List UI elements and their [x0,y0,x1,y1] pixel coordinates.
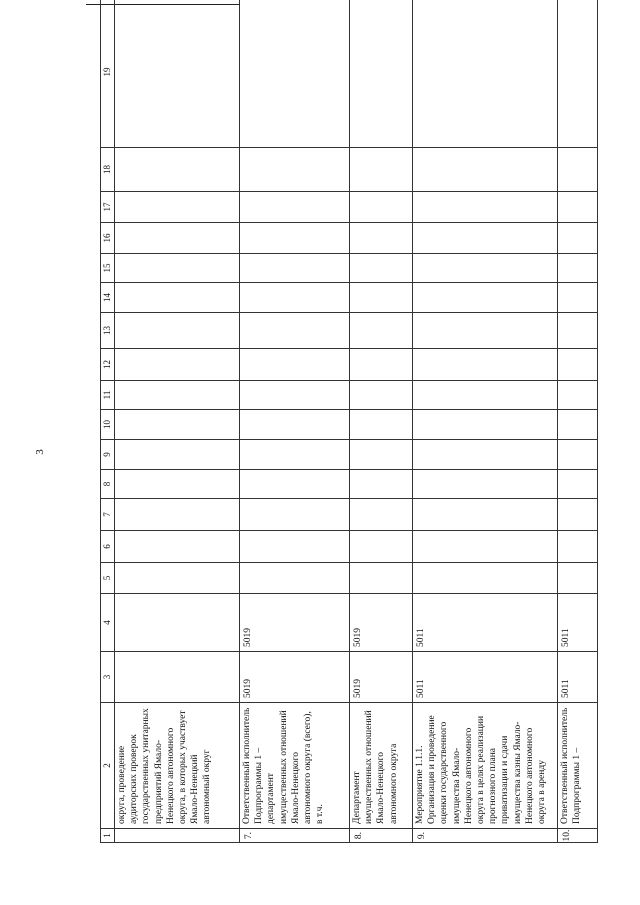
empty-cell [413,410,558,440]
empty-cell [240,563,350,594]
col-header-15: 15 [101,254,115,283]
row-code-col3 [115,652,240,703]
header-row [101,0,115,843]
rotated-page [100,37,638,843]
row-code-col4 [115,594,240,652]
col-header-17: 17 [101,192,115,223]
empty-cell [240,192,350,223]
empty-cell [350,0,413,148]
empty-cell [350,440,413,470]
row-code-col4: 5019 [240,594,350,652]
empty-cell [115,470,240,499]
empty-cell [115,192,240,223]
empty-cell [240,283,350,313]
row-name: Мероприятие 1.1.1. Организация и проведение оценки государственного имущества Ямало-Ненецкого автономного округа в целях реализации прогнозного плана приватизации и сдачи имущества казны Ямало-Ненецкого автономного округа в аренду [413,703,558,829]
col-header-8: 8 [101,470,115,499]
empty-cell [350,313,413,349]
empty-cell [558,440,598,470]
data-table [100,0,598,843]
empty-cell [413,470,558,499]
empty-cell [558,313,598,349]
empty-cell [115,563,240,594]
empty-cell [115,531,240,563]
empty-cell [558,563,598,594]
empty-cell [413,283,558,313]
empty-cell [115,499,240,531]
row-code-col3: 5019 [240,652,350,703]
col-header-7: 7 [101,499,115,531]
empty-cell [240,223,350,254]
empty-cell [240,499,350,531]
empty-cell [350,531,413,563]
empty-cell [558,531,598,563]
empty-cell [413,148,558,192]
empty-cell [558,381,598,410]
empty-cell [240,313,350,349]
row-name: Ответственный исполнитель Подпрограммы 1 – [558,703,598,829]
empty-cell [350,470,413,499]
empty-cell [413,440,558,470]
empty-cell [115,254,240,283]
row-code-col3: 5019 [350,652,413,703]
empty-cell [115,0,240,148]
empty-cell [115,148,240,192]
empty-cell [413,0,558,148]
col-header-3: 3 [101,652,115,703]
empty-cell [558,148,598,192]
col-header-16: 16 [101,223,115,254]
empty-cell [350,223,413,254]
col-header-5: 5 [101,563,115,594]
col-header-1: 1 [101,829,115,843]
empty-cell [413,349,558,381]
col-header-9: 9 [101,440,115,470]
empty-cell [240,531,350,563]
empty-cell [558,283,598,313]
empty-cell [240,470,350,499]
empty-cell [558,192,598,223]
empty-cell [413,223,558,254]
empty-cell [240,349,350,381]
empty-cell [240,410,350,440]
empty-cell [350,499,413,531]
empty-cell [350,381,413,410]
row-code-col3: 5011 [558,652,598,703]
empty-cell [558,349,598,381]
row-code-col3: 5011 [413,652,558,703]
empty-cell [350,192,413,223]
empty-cell [413,531,558,563]
table-row [240,0,350,843]
empty-cell [350,283,413,313]
row-number: 9. [413,829,558,843]
row-name: Ответственный исполнитель Подпрограммы 1 – департамент имущественных отношений Ямало-Ненецкого автономного округа (всего), в т.ч. [240,703,350,829]
empty-cell [558,470,598,499]
empty-cell [115,349,240,381]
col-header-6: 6 [101,531,115,563]
empty-cell [558,223,598,254]
empty-cell [413,563,558,594]
table-row [115,0,240,843]
empty-cell [350,410,413,440]
col-header-14: 14 [101,283,115,313]
col-header-18: 18 [101,148,115,192]
empty-cell [350,254,413,283]
row-number: 8. [350,829,413,843]
col-header-4: 4 [101,594,115,652]
table-row [558,0,598,843]
col-header-10: 10 [101,410,115,440]
empty-cell [413,254,558,283]
empty-cell [558,0,598,148]
row-name: Департамент имущественных отношений Ямало-Ненецкого автономного округа [350,703,413,829]
row-number: 7. [240,829,350,843]
row-code-col4: 5019 [350,594,413,652]
col-header-2: 2 [101,703,115,829]
empty-cell [350,349,413,381]
empty-cell [350,563,413,594]
empty-cell [558,254,598,283]
col-header-12: 12 [101,349,115,381]
table-row [413,0,558,843]
empty-cell [115,283,240,313]
row-number: 10. [558,829,598,843]
empty-cell [558,499,598,531]
empty-cell [115,381,240,410]
empty-cell [413,192,558,223]
empty-cell [558,410,598,440]
empty-cell [350,148,413,192]
row-code-col4: 5011 [558,594,598,652]
empty-cell [413,381,558,410]
empty-cell [115,313,240,349]
row-name: округа, проведение аудиторских проверок государственных унитарных предприятий Ямало-Ненецкого автономного округа, в которых участвует Ямало-Ненецкий автономный округ [115,703,240,829]
table-row [350,0,413,843]
empty-cell [240,148,350,192]
page-number: 3 [34,449,46,455]
empty-cell [240,254,350,283]
col-header-19: 19 [101,0,115,148]
empty-cell [115,223,240,254]
row-code-col4: 5011 [413,594,558,652]
col-header-13: 13 [101,313,115,349]
empty-cell [413,499,558,531]
empty-cell [115,410,240,440]
empty-cell [240,440,350,470]
empty-cell [240,0,350,148]
empty-cell [413,313,558,349]
empty-cell [115,440,240,470]
empty-cell [240,381,350,410]
row-number [115,829,240,843]
col-header-11: 11 [101,381,115,410]
